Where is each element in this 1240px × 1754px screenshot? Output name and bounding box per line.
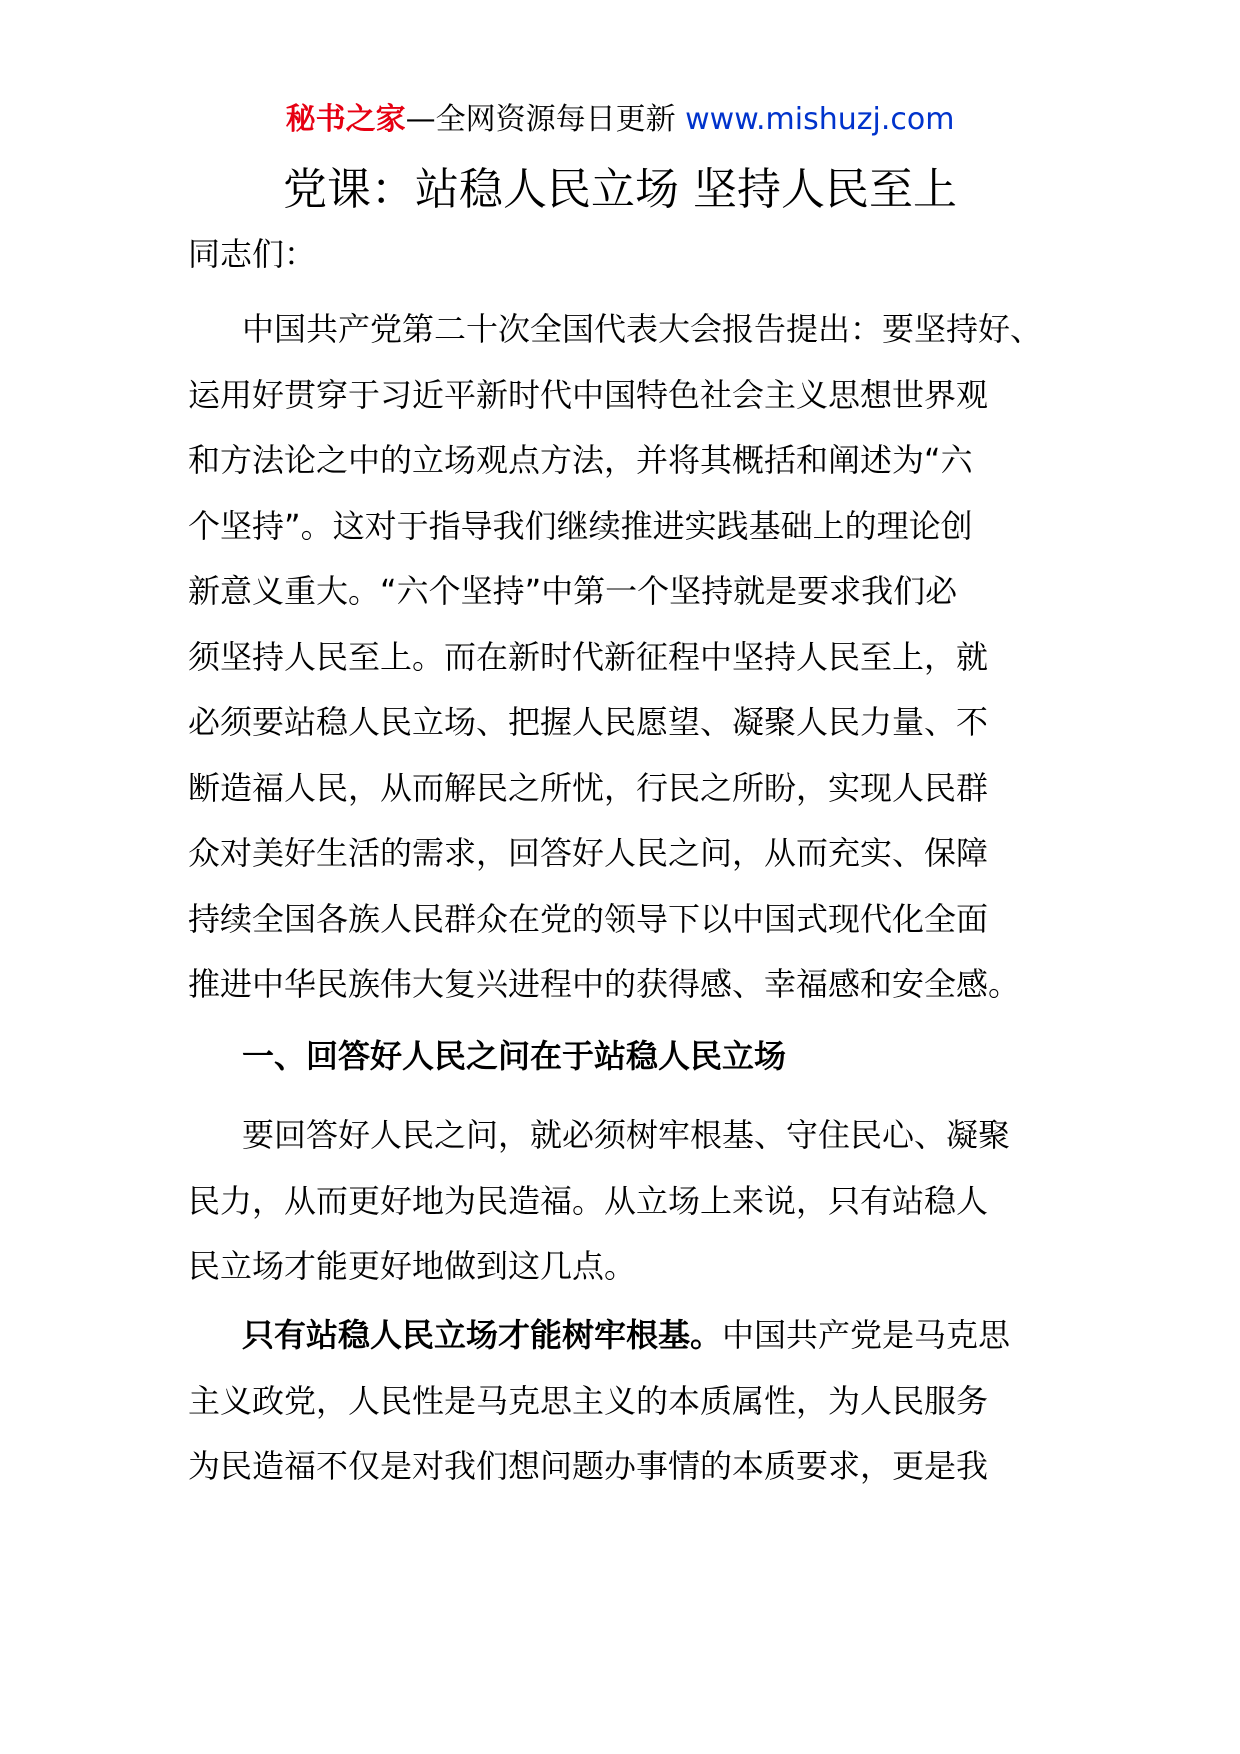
section-heading-block xyxy=(188,1024,1052,1090)
paragraph-line xyxy=(188,1303,1052,1369)
site-tagline: —全网资源每日更新 xyxy=(405,102,686,137)
paragraph-section-intro xyxy=(188,1103,1052,1300)
paragraph-line: 和方法论之中的立场观点方法，并将其概括和阐述为“六 xyxy=(188,441,973,479)
paragraph-roots xyxy=(188,1303,1052,1500)
paragraph-line: 必须要站稳人民立场、把握人民愿望、凝聚人民力量、不 xyxy=(188,703,989,741)
document-title: 党课：站稳人民立场 坚持人民至上 xyxy=(283,164,957,215)
paragraph-line: 新意义重大。“六个坚持”中第一个坚持就是要求我们必 xyxy=(188,572,958,610)
greeting-block xyxy=(188,222,1052,288)
paragraph-line: 为民造福不仅是对我们想问题办事情的本质要求，更是我 xyxy=(188,1447,989,1485)
paragraph-lead-sentence: 只有站稳人民立场才能树牢根基。 xyxy=(242,1316,723,1354)
paragraph-line: 推进中华民族伟大复兴进程中的获得感、幸福感和安全感。 xyxy=(188,965,1021,1003)
paragraph-line: 要回答好人民之问，就必须树牢根基、守住民心、凝聚 xyxy=(242,1116,1011,1154)
site-brand: 秘书之家 xyxy=(285,102,406,137)
greeting: 同志们： xyxy=(188,235,317,273)
paragraph-line: 持续全国各族人民群众在党的领导下以中国式现代化全面 xyxy=(188,899,989,938)
paragraph-line: 须坚持人民至上。而在新时代新征程中坚持人民至上，就 xyxy=(188,637,989,676)
paragraph-line: 众对美好生活的需求，回答好人民之问，从而充实、保障 xyxy=(188,834,989,872)
paragraph-line: 运用好贯穿于习近平新时代中国特色社会主义思想世界观 xyxy=(188,375,989,414)
paragraph-line: 民立场才能更好地做到这几点。 xyxy=(188,1247,637,1285)
site-header xyxy=(0,100,1240,140)
site-url-link[interactable]: www.mishuzj.com xyxy=(685,102,955,137)
paragraph-line: 断造福人民，从而解民之所忧，行民之所盼，实现人民群 xyxy=(188,768,989,807)
paragraph-intro xyxy=(188,297,1052,1018)
paragraph-line: 民力，从而更好地为民造福。从立场上来说，只有站稳人 xyxy=(188,1181,989,1220)
section-heading: 一、回答好人民之问在于站稳人民立场 xyxy=(242,1037,787,1075)
paragraph-line: 主义政党，人民性是马克思主义的本质属性，为人民服务 xyxy=(188,1381,989,1420)
paragraph-line-rest: 中国共产党是马克思 xyxy=(722,1316,1011,1354)
paragraph-line: 中国共产党第二十次全国代表大会报告提出：要坚持好、 xyxy=(242,310,1043,348)
paragraph-line: 个坚持”。这对于指导我们继续推进实践基础上的理论创 xyxy=(188,506,973,545)
